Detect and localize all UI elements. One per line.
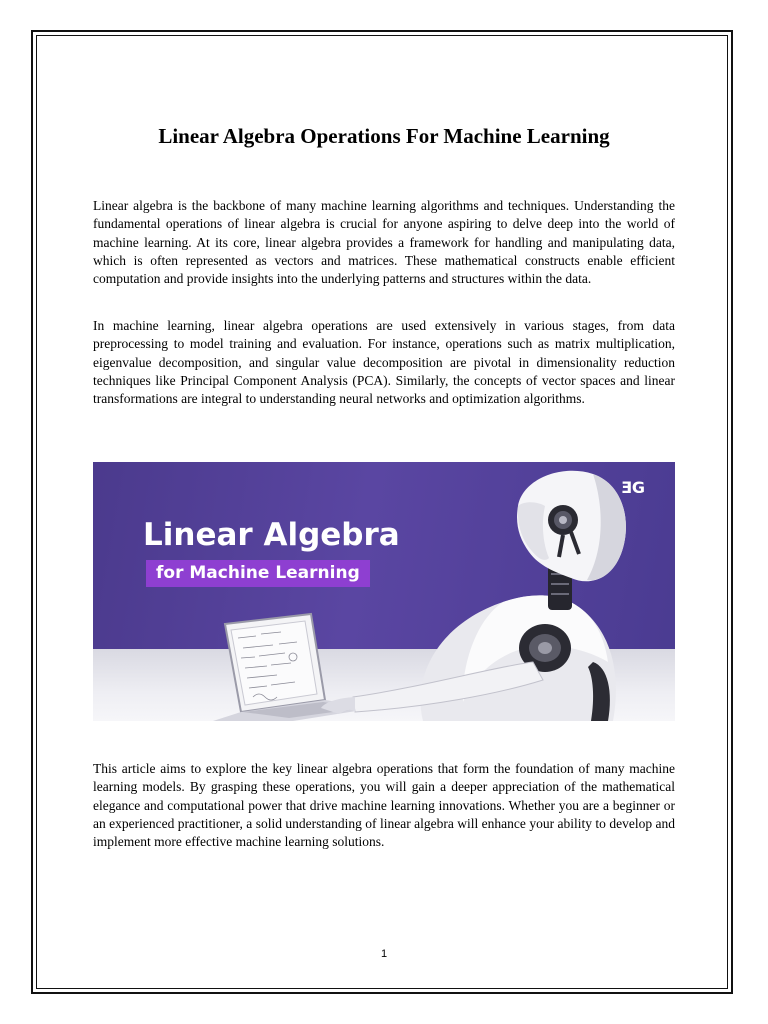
banner-title: Linear Algebra <box>143 517 400 553</box>
robot-figure <box>321 471 626 721</box>
intro-paragraph: Linear algebra is the backbone of many machine learning algorithms and techniques. Understanding the fundamental operations of linear algebra is crucial for anyone aspiring to delve deep into the world of machine learning. At its core, linear algebra provides a framework for handling and manipulating data, which is often represented as vectors and matrices. These mathematical constructs enable efficient computation and provide insights into the underlying patterns and structures within the data. <box>93 198 675 287</box>
article-aim-paragraph: This article aims to explore the key linear algebra operations that form the foundation of many machine learning models. By grasping these operations, you will gain a deeper appreciation of the mathematical elegance and computational power that drive machine learning innovations. Whether you are a beginner or an experienced practitioner, a solid understanding of linear algebra will enhance your ability to develop and implement more effective machine learning solutions. <box>93 761 675 850</box>
gfg-logo: ƎG <box>620 478 645 497</box>
document-title: Linear Algebra Operations For Machine Learning <box>158 124 610 148</box>
banner-subtitle: for Machine Learning <box>146 560 370 587</box>
usage-paragraph: In machine learning, linear algebra operations are used extensively in various stages, from data preprocessing to model training and evaluation. For instance, operations such as matrix multiplication, eigenvalue decomposition, and singular value decomposition are pivotal in dimensionality reduction techniques like Principal Component Analysis (PCA). Similarly, the concepts of vector spaces and linear transformations are integral to understanding neural networks and optimization algorithms. <box>93 318 675 407</box>
robot-illustration <box>93 462 675 721</box>
banner-image <box>93 462 675 721</box>
page-number: 1 <box>380 948 388 960</box>
